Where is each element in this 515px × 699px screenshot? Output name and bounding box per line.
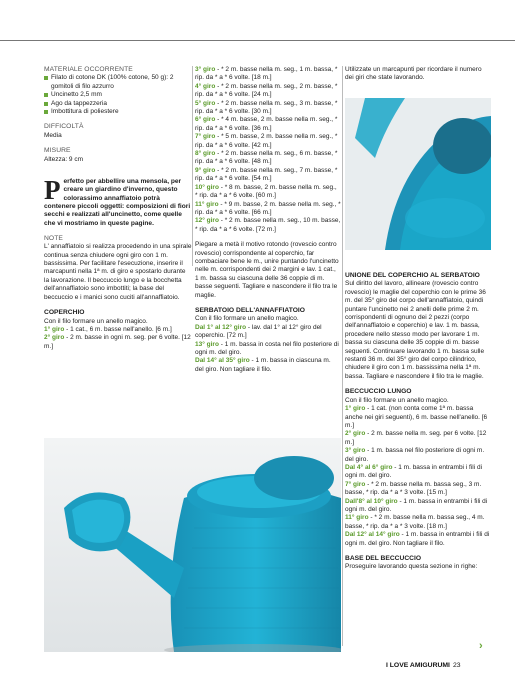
row-label: 1° giro xyxy=(345,405,366,413)
instruction-row: Dal 14° al 35° giro - 1 m. bassa in ciascuna m. del giro. Non tagliare il filo. xyxy=(195,357,331,373)
materials-heading: MATERIALE OCCORRENTE xyxy=(44,66,133,73)
unione-heading: UNIONE DEL COPERCHIO AL SERBATOIO xyxy=(345,272,480,279)
row-label: 4° giro xyxy=(195,82,216,90)
instruction-row xyxy=(345,481,491,498)
row-text: - * 4 m. basse, 2 m. basse nella m. seg., * rip. da * a * 6 volte. [36 m.] xyxy=(195,116,338,132)
row-label: 6° giro xyxy=(195,116,216,124)
row-text: - 1 cat. (non conta come 1ª m. bassa anche nei giri seguenti), 6 m. basse nell'anello. [6 m.] xyxy=(345,405,488,429)
column-divider xyxy=(192,66,193,266)
material-item: Uncinetto 2,5 mm xyxy=(44,91,192,99)
row-text: - 2 m. basse nella m. seg. per 6 volte. [12 m.] xyxy=(345,430,487,446)
row-text: - 1 m. bassa in entrambi i fili di ogni m. del giro. xyxy=(345,497,488,513)
difficulty-value: Media xyxy=(44,131,62,139)
row-label: 9° giro xyxy=(195,166,216,174)
watering-can-image xyxy=(44,438,341,652)
row-label: Dal 12° al 14° giro xyxy=(345,531,400,539)
coperchio-intro: Con il filo formare un anello magico. xyxy=(44,317,148,325)
row-label: 7° giro xyxy=(195,133,216,141)
row-text: - * 2 m. basse nella m. seg., 10 m. basse, * rip. da * a * 6 volte. [72 m.] xyxy=(195,217,341,233)
column-3 xyxy=(345,66,491,83)
instruction-row xyxy=(345,531,491,548)
row-label: 8° giro xyxy=(195,150,216,158)
row-label: 3° giro xyxy=(345,447,366,455)
row-text: - * 5 m. basse, 2 m. basse nella m. seg., * rip. da * a * 6 volte. [42 m.] xyxy=(195,133,338,149)
row-text: - * 2 m. basse nella m. seg., 7 m. basse, * rip. da * a * 6 volte. [54 m.] xyxy=(195,166,338,183)
row-text: - * 2 m. basse nella m. seg., 2 m. basse, * rip. da * a * 6 volte. [24 m.] xyxy=(195,82,338,99)
instruction-row xyxy=(195,150,341,167)
instruction-row xyxy=(195,201,341,218)
instruction-row xyxy=(195,100,341,117)
row-label: 5° giro xyxy=(195,99,216,107)
row-label: 11° giro xyxy=(345,514,369,522)
instruction-row: Dal 1° al 12° giro - lav. dal 1° al 12° giro del coperchio. [72 m.] xyxy=(195,323,322,340)
row-text: - * 2 m. basse nella m. bassa seg., 4 m. basse, * rip. da * a * 3 volte. [18 m.] xyxy=(345,514,485,530)
material-item: Imbottitura di poliestere xyxy=(44,108,192,116)
instruction-row xyxy=(195,66,341,83)
row-label: 10° giro xyxy=(195,183,219,191)
notes-heading: NOTE xyxy=(44,234,63,242)
continue-arrow-icon: › xyxy=(479,640,483,652)
instruction-row xyxy=(345,430,491,447)
tip-text: Utilizzate un marcapunti per ricordare il numero dei giri che state lavorando. xyxy=(345,66,482,82)
instruction-row xyxy=(195,116,341,133)
instruction-row xyxy=(345,498,491,515)
row-label: 12° giro xyxy=(195,217,219,225)
column-1 xyxy=(44,66,192,351)
beccuccio-intro: Con il filo formare un anello magico. xyxy=(345,396,449,404)
intro-paragraph xyxy=(44,175,192,228)
photo-watering-can xyxy=(44,438,341,652)
material-item: Filato di cotone DK (100% cotone, 50 g): 2 gomitoli di filo azzurro xyxy=(44,74,192,91)
row-text: - * 2 m. basse nella m. seg., 3 m. basse, * rip. da * a * 6 volte. [30 m.] xyxy=(195,99,338,116)
instruction-rows xyxy=(345,405,491,548)
size-heading: MISURE xyxy=(44,147,71,155)
instruction-row xyxy=(345,405,491,430)
instruction-row: 1° giro - 1 cat., 6 m. basse nell'anello. [6 m.] xyxy=(44,325,172,333)
serbatoio-heading: SERBATOIO DELL'ANNAFFIATOIO xyxy=(195,306,305,314)
coperchio-heading: COPERCHIO xyxy=(44,309,85,317)
photo-watering-can-top xyxy=(345,98,491,250)
material-item: Ago da tappezzeria xyxy=(44,100,192,108)
row-text: - * 9 m. basse, 2 m. basse nella m. seg., * rip. da * a * 6 volte. [66 m.] xyxy=(195,200,341,216)
instruction-row xyxy=(345,447,491,464)
base-heading: BASE DEL BECCUCCIO xyxy=(345,555,422,562)
row-text: - 1 m. bassa in entrambi i fili di ogni m. del giro. Non tagliare il filo. xyxy=(345,531,490,547)
instruction-row: 13° giro - 1 m. bassa in costa nel filo posteriore di ogni m. del giro. xyxy=(195,340,339,356)
watering-can-top-image xyxy=(345,98,491,250)
row-label: 7° giro xyxy=(345,480,366,488)
page-footer xyxy=(386,662,461,669)
row-label: Dal 4° al 6° giro xyxy=(345,463,393,471)
unione-text: Sul diritto del lavoro, allineare (rovescio contro rovescio) le maglie del coperchio con le prime 36 m. del 35° giro del corpo dell'annaffiatoio, quindi puntare l'uncinetto nei 2 anelli delle prime 2 m. corrispondenti di ognuno dei 2 pezzi (corpo dell'annaffiatoio e coperchio) e lav. 1 m. bassa, procedere nello stesso modo per lavorare 1 m. bassa su ciascuna delle 35 coppie di m. basse seguenti. Continuare lavorando 1 m. bassa sulle restanti 36 m. del 35° giro del corpo cilindrico, chiudere il giro con 1 m. bassissima nella 1ª m. bassa. Tagliare e nascondere il filo tra le maglie. xyxy=(345,280,486,380)
beccuccio-heading: BECCUCCIO LUNGO xyxy=(345,388,412,396)
row-text: - * 8 m. basse, 2 m. basse nella m. seg., * rip. da * a * 6 volte. [60 m.] xyxy=(195,183,337,200)
notes-text: L' annaffiatoio si realizza procedendo in una spirale continua senza chiudere ogni giro con 1 m. bassissima. Per facilitare l'esecuzione, inserire il marcapunti nella 1ª m. di giro e spostarlo durante la lavorazione. Il beccuccio lungo e la bocchetta dell'annaffiatoio sono imbottiti; la base del beccuccio e i manici sono cuciti all'annaffiatoio. xyxy=(44,243,192,301)
row-text: - * 2 m. basse nella m. seg., 6 m. basse, * rip. da * a * 6 volte. [48 m.] xyxy=(195,150,338,166)
column-2 xyxy=(195,66,341,374)
page-number: 23 xyxy=(452,662,461,669)
row-text: - 1 m. bassa nel filo posteriore di ogni m. del giro. xyxy=(345,447,485,463)
magazine-name: I LOVE AMIGURUMI xyxy=(386,662,450,669)
instruction-rows xyxy=(195,66,341,234)
column-divider xyxy=(342,66,343,646)
instruction-row xyxy=(345,514,491,531)
row-label: Dall'8° al 10° giro xyxy=(345,497,398,505)
instruction-row: 2° giro - 2 m. basse in ogni m. seg. per 6 volte. [12 m.] xyxy=(44,334,191,350)
row-label: 2° giro xyxy=(345,430,366,438)
instruction-row xyxy=(345,464,491,481)
top-rule xyxy=(0,40,515,41)
intro-text: erfetto per abbellire una mensola, per creare un giardino d'inverno, questo colorassimo annaffiatoio potrà contenere piccoli oggetti: composizioni di fiori secchi e realizzati all'uncinetto, come quelle che vi mostriamo in queste pagine. xyxy=(44,178,191,227)
fold-text: Piegare a metà il motivo rotondo (rovescio contro rovescio) corrispondente al coperchio, far combaciare bene le m., unire puntando l'uncinetto nelle m. corrispondenti dei 2 margini e lav. 1 cat., 1 m. bassa su ciascuna delle 36 coppie di m. basse seguenti. Tagliare e nascondere il filo tra le maglie. xyxy=(195,241,339,299)
materials-list xyxy=(44,74,192,116)
intro-dropcap: P xyxy=(44,175,61,206)
serbatoio-intro: Con il filo formare un anello magico. xyxy=(195,315,299,323)
row-text: - * 2 m. basse nella m. bassa seg., 3 m. basse, * rip. da * a * 3 volte. [15 m.] xyxy=(345,480,482,497)
instruction-row xyxy=(195,83,341,100)
row-label: 11° giro xyxy=(195,200,219,208)
base-text: Proseguire lavorando questa sezione in righe: xyxy=(345,563,478,571)
instruction-row xyxy=(195,167,341,184)
row-label: 3° giro xyxy=(195,66,216,73)
instruction-row xyxy=(195,217,341,234)
instruction-row xyxy=(195,184,341,201)
difficulty-heading: DIFFICOLTÀ xyxy=(44,123,84,131)
row-text: - 1 m. bassa in entrambi i fili di ogni m. del giro. xyxy=(345,463,483,480)
row-text: - * 2 m. basse nella m. seg., 1 m. bassa, * rip. da * a * 6 volte. [18 m.] xyxy=(195,66,338,82)
instruction-row xyxy=(195,133,341,150)
column-3-lower xyxy=(345,272,491,572)
size-value: Altezza: 9 cm xyxy=(44,155,84,163)
